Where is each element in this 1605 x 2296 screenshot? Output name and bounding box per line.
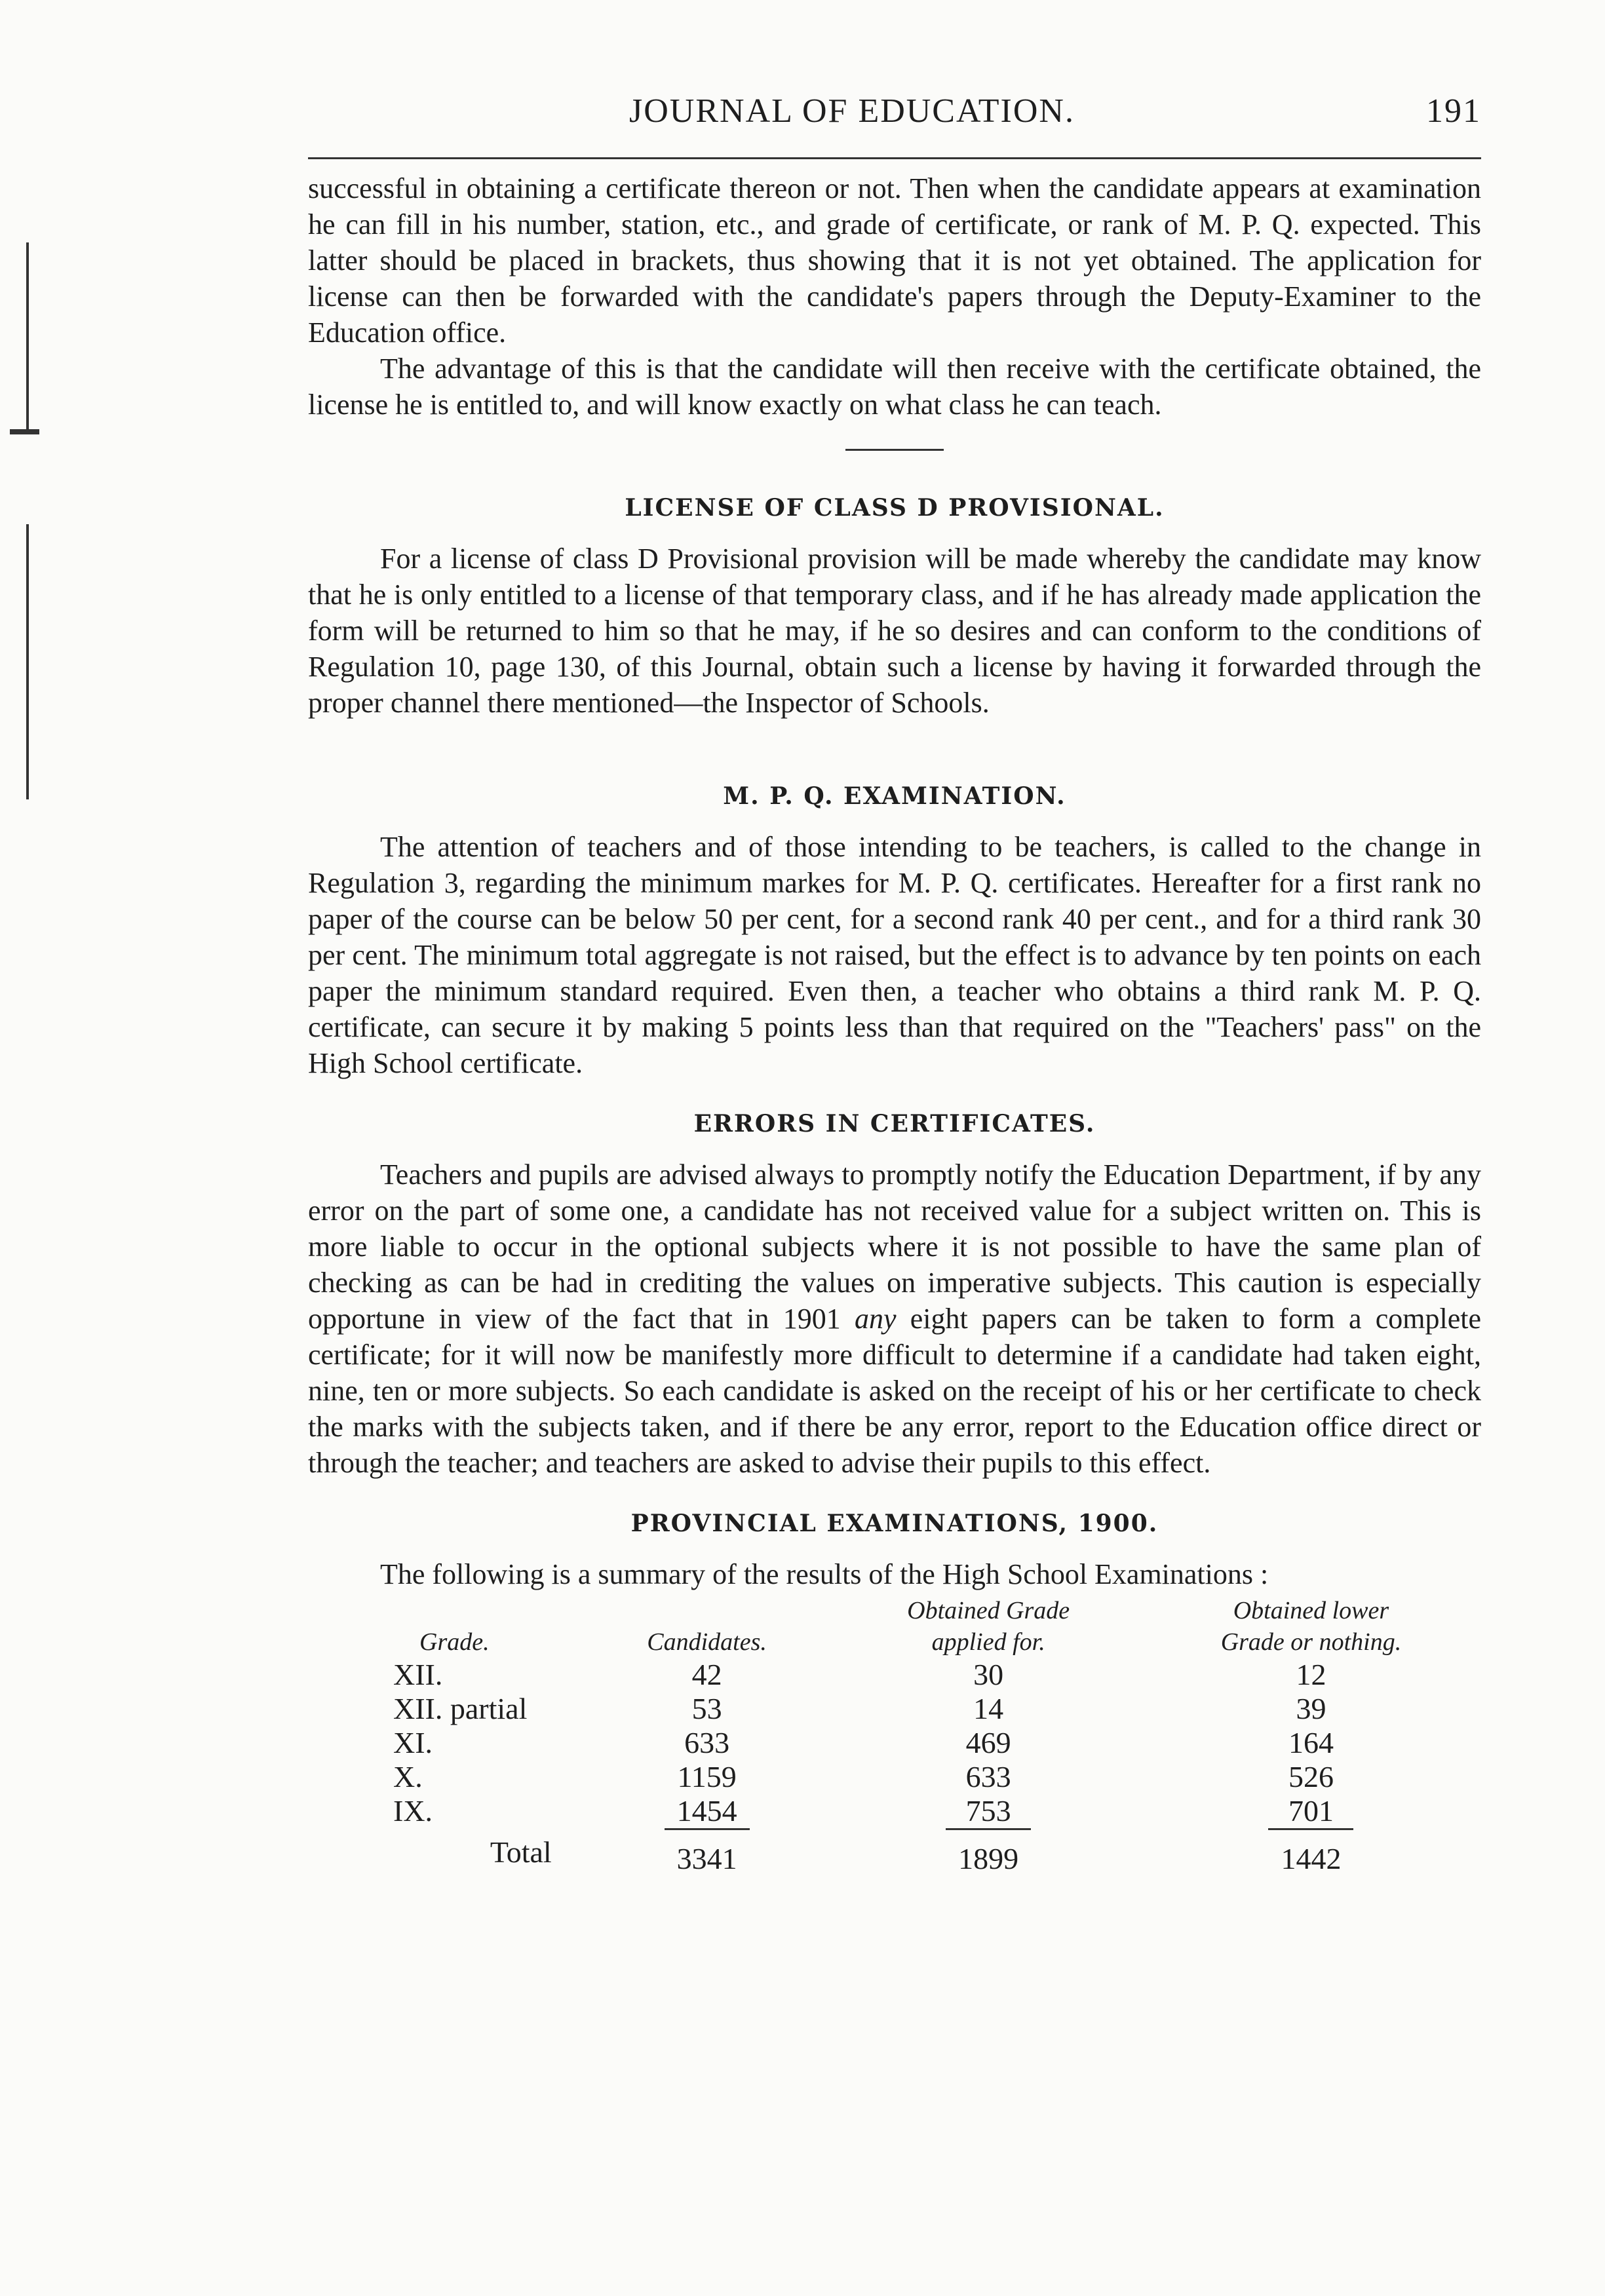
- running-header: [308, 79, 1481, 151]
- margin-scan-mark: [26, 524, 29, 799]
- margin-scan-mark: [26, 242, 29, 432]
- column-header-grade: Grade.: [419, 1628, 490, 1656]
- page-number: 191: [1426, 92, 1481, 130]
- header-rule: [308, 157, 1481, 159]
- journal-title: JOURNAL OF EDUCATION.: [629, 92, 1075, 130]
- section-heading: M. P. Q. EXAMINATION.: [723, 782, 1066, 810]
- section-heading: PROVINCIAL EXAMINATIONS, 1900.: [630, 1510, 1159, 1537]
- section-separator: [845, 449, 944, 451]
- column-header-lower: Obtained lower Grade or nothing.: [1220, 1597, 1402, 1656]
- margin-scan-mark: [10, 429, 39, 434]
- section-body: The following is a summary of the results of the High School Examinations :: [380, 1558, 1269, 1590]
- table-row: XII. 42 30 12: [393, 1658, 1326, 1691]
- section-body: Teachers and pupils are advised always to promptly notify the Education Department, if by any error on the part of some one, a candidate has not received value for a subject written on. This is more liable to occur in the optional subjects where it is not possible to have the same plan of checking as can be had in crediting the values on imperative subjects. This caution is especially opportune in view of the fact that in 1901 any eight papers can be taken to form a complete certificate; for it will now be manifestly more difficult to determine if a candidate had taken eight, nine, ten or more subjects. So each candidate is asked on the receipt of his or her certificate to check the marks with the subjects taken, and if there be any error, report to the Education office direct or through the teacher; and teachers are asked to advise their pupils to this effect.: [308, 1158, 1482, 1479]
- intro-paragraph: The advantage of this is that the candidate will then receive with the certificate obtained, the license he is entitled to, and will know exactly on what class he can teach.: [308, 353, 1481, 421]
- total-lower: 1442: [1268, 1828, 1353, 1876]
- results-table: [308, 1595, 1481, 1876]
- intro-paragraph: successful in obtaining a certificate thereon or not. Then when the candidate appears at examination he can fill in his number, station, etc., and grade of certificate, or rank of M. P. Q. expected. This latter should be placed in brackets, thus showing that it is not yet obtained. The application for license can then be forwarded with the candidate's papers through the Deputy-Examiner to the Education office.: [308, 172, 1481, 349]
- table-total-row: [308, 1828, 1481, 1876]
- column-header-candidates: Candidates.: [647, 1628, 767, 1656]
- column-header-applied: Obtained Grade applied for.: [907, 1597, 1070, 1656]
- section-body: For a license of class D Provisional provision will be made whereby the candidate may know that he is only entitled to a license of that temporary class, and if he has already made application the form will be returned to him so that he may, if he so desires and can conform to the conditions of Regulation 10, page 130, of this Journal, obtain such a license by having it forwarded through the proper channel there mentioned—the Inspector of Schools.: [308, 543, 1481, 719]
- journal-page: [308, 79, 1481, 1876]
- article-body: [308, 170, 1481, 1876]
- total-candidates: 3341: [665, 1828, 750, 1876]
- section-heading: ERRORS IN CERTIFICATES.: [693, 1110, 1096, 1138]
- section-body: The attention of teachers and of those intending to be teachers, is called to the change in Regulation 3, regarding the minimum markes for M. P. Q. certificates. Hereafter for a first rank no paper of the course can be below 50 per cent, for a second rank 40 per cent., and for a third rank 30 per cent. The minimum total aggregate is not raised, but the effect is to advance by ten points on each paper the minimum standard required. Even then, a teacher who obtains a third rank M. P. Q. certificate, can secure it by making 5 points less than that required on the "Teachers' pass" on the High School certificate.: [308, 831, 1481, 1079]
- emphasis-any: any: [854, 1303, 897, 1335]
- section-heading: LICENSE OF CLASS D PROVISIONAL.: [625, 494, 1165, 522]
- table-row: IX. 1454 753 701: [393, 1794, 1334, 1827]
- total-applied: 1899: [946, 1828, 1031, 1876]
- total-label: Total: [490, 1835, 552, 1869]
- table-row: XII. partial 53 14 39: [393, 1692, 1326, 1725]
- table-row: XI. 633 469 164: [393, 1726, 1334, 1759]
- table-row: X. 1159 633 526: [393, 1760, 1334, 1793]
